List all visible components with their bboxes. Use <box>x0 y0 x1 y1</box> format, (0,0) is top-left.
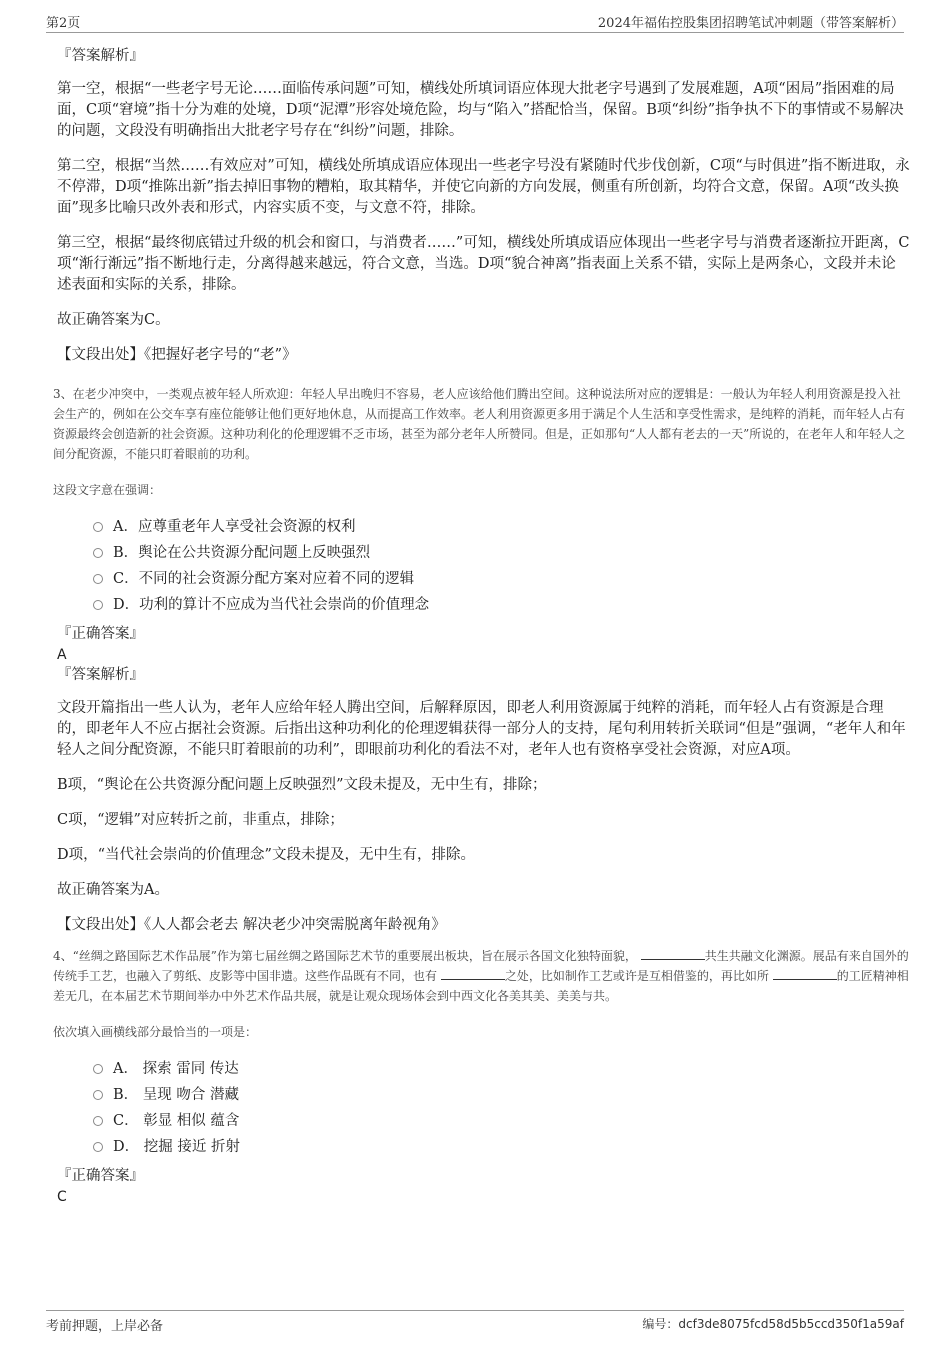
q3-conclusion: 故正确答案为A。 <box>57 882 169 898</box>
q2-source: 【文段出处】《把握好老字号的“老”》 <box>57 347 297 363</box>
page-footer <box>46 1310 904 1333</box>
radio-icon[interactable] <box>93 574 103 584</box>
question-4 <box>53 946 910 1158</box>
q3-answer-label: 『正确答案』 <box>57 626 144 642</box>
radio-icon[interactable] <box>93 1090 103 1100</box>
q3-source: 【文段出处】《人人都会老去 解决老少冲突需脱离年龄视角》 <box>57 917 446 933</box>
q4-options <box>93 1054 910 1158</box>
q4-answer: C <box>57 1189 67 1205</box>
q2-analysis-para2: 第二空，根据“当然……有效应对”可知，横线处所填成语应体现出一些老字号没有紧随时代步伐创新，C项“与时俱进”指不断进取，永不停滞，D项“推陈出新”指去掉旧事物的糟粕，取其精华，并使它向新的方向发展，侧重有所创新，均符合文意，保留。A项“改头换面”现多比喻只改外表和形式，内容实质不变，与文意不符，排除。 <box>57 158 910 216</box>
q3-analysis-para3: C项，“逻辑”对应转折之前，非重点，排除； <box>57 812 344 828</box>
footer-slogan: 考前押题，上岸必备 <box>46 1319 164 1334</box>
q3-analysis-para1: 文段开篇指出一些人认为，老年人应给年轻人腾出空间，后解释原因，即老人利用资源属于纯粹的消耗，而年轻人占有资源是合理的，即老年人不应占据社会资源。后指出这种功利化的伦理逻辑获得一部分人的支持，尾句利用转折关联词“但是”强调，“老年人和年轻人之间分配资源，不能只盯着眼前的功利”，即眼前功利化的看法不对，老年人也有资格享受社会资源，对应A项。 <box>57 700 906 758</box>
q3-option-c[interactable]: C．不同的社会资源分配方案对应着不同的逻辑 <box>93 564 910 590</box>
q3-options <box>93 512 910 616</box>
blank-1[interactable] <box>641 947 705 960</box>
radio-icon[interactable] <box>93 548 103 558</box>
q2-analysis-label: 『答案解析』 <box>57 48 144 64</box>
q3-prompt: 这段文字意在强调： <box>53 483 162 497</box>
q2-analysis-para3: 第三空，根据“最终彻底错过升级的机会和窗口，与消费者……”可知，横线处所填成语应体现出一些老字号与消费者逐渐拉开距离，C项“渐行渐远”指不断地行走，分离得越来越远，符合文意，当选。D项“貌合神离”指表面上关系不错，实际上是两条心，文段并未论述表面和实际的关系，排除。 <box>57 235 910 293</box>
q3-stem: 3、在老少冲突中，一类观点被年轻人所欢迎：年轻人早出晚归不容易，老人应该给他们腾出空间。这种说法所对应的逻辑是：一般认为年轻人利用资源是投入社会生产的，例如在公交车享有座位能够让他们更好地休息，从而提高工作效率。老人利用资源更多用于满足个人生活和享受性需求，是纯粹的消耗，而年轻人占有资源最终会创造新的社会资源。这种功利化的伦理逻辑不乏市场，甚至为部分老年人所赞同。但是，正如那句“人人都有老去的一天”所说的，在老年人和年轻人之间分配资源，不能只盯着眼前的功利。 <box>53 387 906 461</box>
q2-analysis-para1: 第一空，根据“一些老字号无论……面临传承问题”可知，横线处所填词语应体现大批老字号遇到了发展难题，A项“困局”指困难的局面，C项“窘境”指十分为难的处境，D项“泥潭”形容处境危险，均与“陷入”搭配恰当，保留。B项“纠纷”指争执不下的事情或不易解决的问题，文段没有明确指出大批老字号存在“纠纷”问题，排除。 <box>57 81 904 139</box>
page-number: 第2页 <box>46 16 81 31</box>
q4-option-a[interactable]: A． 探索 雷同 传达 <box>93 1054 910 1080</box>
q3-option-d[interactable]: D．功利的算计不应成为当代社会崇尚的价值理念 <box>93 590 910 616</box>
blank-2[interactable] <box>441 967 505 980</box>
page-header <box>46 12 904 33</box>
q3-analysis-para2: B项，“舆论在公共资源分配问题上反映强烈”文段未提及，无中生有，排除； <box>57 777 547 793</box>
q4-option-d[interactable]: D． 挖掘 接近 折射 <box>93 1132 910 1158</box>
q2-conclusion: 故正确答案为C。 <box>57 312 170 328</box>
radio-icon[interactable] <box>93 1142 103 1152</box>
q4-answer-label: 『正确答案』 <box>57 1168 144 1184</box>
q4-option-c[interactable]: C． 彰显 相似 蕴含 <box>93 1106 910 1132</box>
document-id: 编号：dcf3de8075fcd58d5b5ccd350f1a59af <box>642 1317 904 1331</box>
radio-icon[interactable] <box>93 1064 103 1074</box>
page-content <box>53 46 910 1207</box>
q4-prompt: 依次填入画横线部分最恰当的一项是： <box>53 1025 258 1039</box>
q4-option-b[interactable]: B． 呈现 吻合 潜藏 <box>93 1080 910 1106</box>
radio-icon[interactable] <box>93 1116 103 1126</box>
blank-3[interactable] <box>773 967 837 980</box>
q3-option-b[interactable]: B．舆论在公共资源分配问题上反映强烈 <box>93 538 910 564</box>
q4-stem: 4、“丝绸之路国际艺术作品展”作为第七届丝绸之路国际艺术节的重要展出板块，旨在展示各国文化独特面貌， 共生共融文化渊源。展品有来自国外的传统手工艺，也融入了剪纸、皮影等中国非遗。这些作品既有不同，也有 之处，比如制作工艺或许是互相借鉴的，再比如所 的工匠精神相差无几，在本届艺术节期间举办中外艺术作品共展，就是让观众现场体会到中西文化各美其美、美美与共。 <box>53 949 909 1003</box>
document-title: 2024年福佑控股集团招聘笔试冲刺题（带答案解析） <box>597 16 904 31</box>
radio-icon[interactable] <box>93 600 103 610</box>
q3-answer: A <box>57 647 67 663</box>
question-3 <box>53 384 910 616</box>
q3-analysis-label: 『答案解析』 <box>57 667 144 683</box>
q3-option-a[interactable]: A．应尊重老年人享受社会资源的权利 <box>93 512 910 538</box>
q3-analysis-para4: D项，“当代社会崇尚的价值理念”文段未提及，无中生有，排除。 <box>57 847 475 863</box>
radio-icon[interactable] <box>93 522 103 532</box>
